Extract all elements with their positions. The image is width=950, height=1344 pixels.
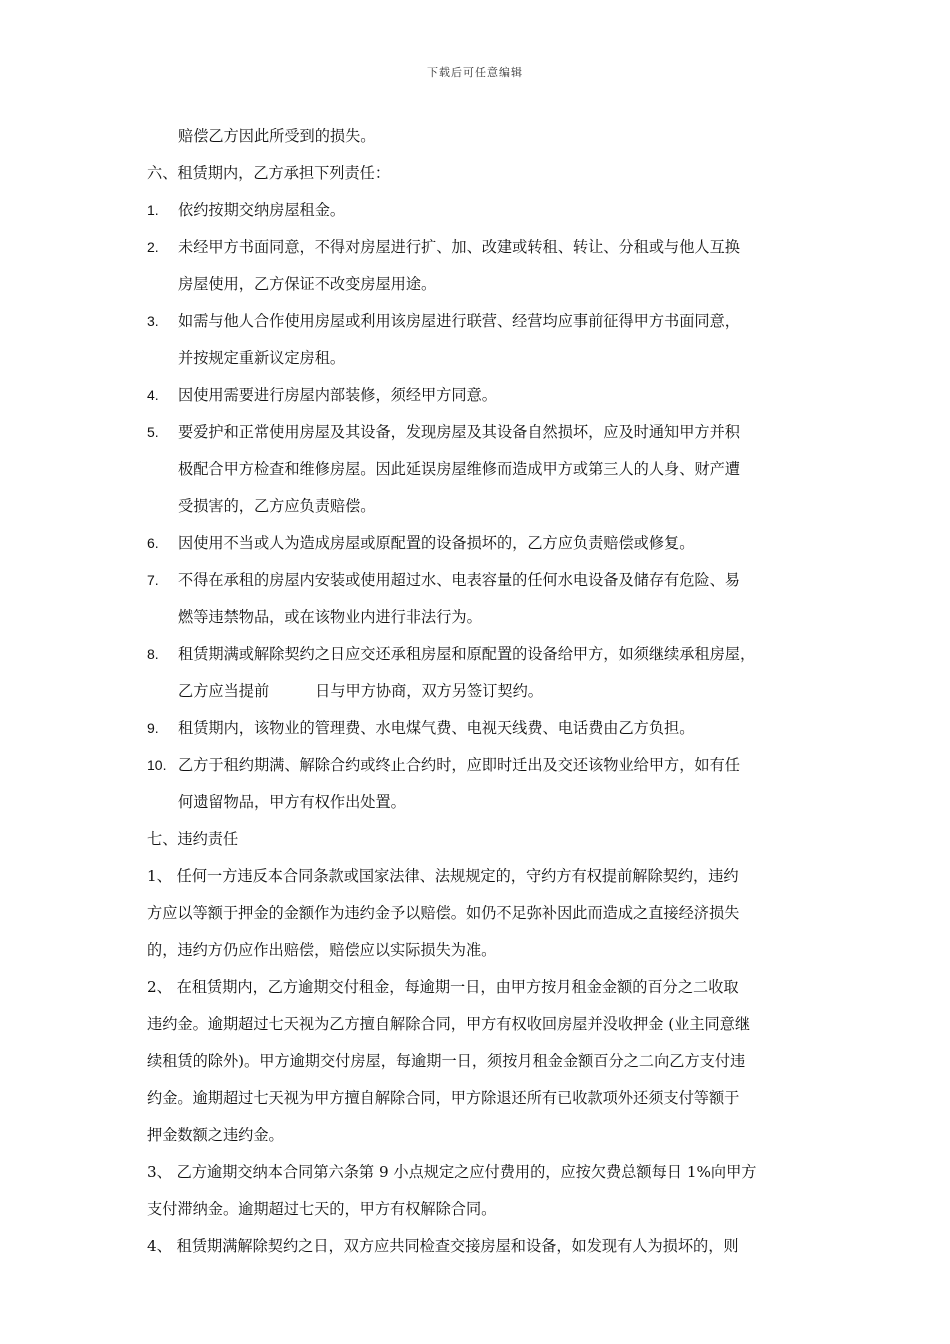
item-number: 7. xyxy=(147,572,159,588)
paragraph-line: 续租赁的除外)。甲方逾期交付房屋，每逾期一日，须按月租金金额百分之二向乙方支付违 xyxy=(147,1052,746,1070)
item-number: 5. xyxy=(147,424,159,440)
item-line: 因使用不当或人为造成房屋或原配置的设备损坏的，乙方应负责赔偿或修复。 xyxy=(178,534,695,552)
item-line: 依约按期交纳房屋租金。 xyxy=(178,201,346,219)
item8-text-before-blank: 乙方应当提前 xyxy=(178,682,270,700)
list-item xyxy=(147,562,813,636)
item-line: 租赁期满或解除契约之日应交还承租房屋和原配置的设备给甲方，如须继续承租房屋， xyxy=(178,645,756,663)
item-number: 8. xyxy=(147,646,159,662)
list-item xyxy=(147,414,813,525)
item-line: 要爱护和正常使用房屋及其设备，发现房屋及其设备自然损坏，应及时通知甲方并积 xyxy=(178,423,740,441)
item-line: 并按规定重新议定房租。 xyxy=(178,349,346,367)
item-number: 3. xyxy=(147,313,159,329)
clause-paragraph xyxy=(147,969,813,1154)
list-item xyxy=(147,377,813,414)
item-line: 极配合甲方检查和维修房屋。因此延误房屋维修而造成甲方或第三人的人身、财产遭 xyxy=(178,460,740,478)
item-line: 如需与他人合作使用房屋或利用该房屋进行联营、经营均应事前征得甲方书面同意， xyxy=(178,312,740,330)
item-line: 不得在承租的房屋内安装或使用超过水、电表容量的任何水电设备及储存有危险、易 xyxy=(178,571,740,589)
item-line xyxy=(178,673,755,710)
item-line: 受损害的，乙方应负责赔偿。 xyxy=(178,497,376,515)
list-item xyxy=(147,525,813,562)
clause-paragraph xyxy=(147,858,813,969)
list-item xyxy=(147,747,813,821)
item-line: 何遗留物品，甲方有权作出处置。 xyxy=(178,793,406,811)
paragraph-line: 支付滞纳金。逾期超过七天的，甲方有权解除合同。 xyxy=(147,1200,497,1218)
paragraph-line: 方应以等额于押金的金额作为违约金予以赔偿。如仍不足弥补因此而造成之直接经济损失 xyxy=(147,904,740,922)
item-line: 因使用需要进行房屋内部装修，须经甲方同意。 xyxy=(178,386,497,404)
list-item xyxy=(147,192,813,229)
item-line: 房屋使用，乙方保证不改变房屋用途。 xyxy=(178,275,437,293)
item-number: 10. xyxy=(147,757,167,773)
list-item xyxy=(147,710,813,747)
item-number: 1. xyxy=(147,202,159,218)
paragraph-line: 2、 在租赁期内，乙方逾期交付租金，每逾期一日，由甲方按月租金金额的百分之二收取 xyxy=(147,978,739,996)
paragraph-line: 的，违约方仍应作出赔偿，赔偿应以实际损失为准。 xyxy=(147,941,497,959)
item-number: 4. xyxy=(147,387,159,403)
clause-paragraph xyxy=(147,1228,813,1265)
intro-line: 赔偿乙方因此所受到的损失。 xyxy=(178,127,376,145)
list-item xyxy=(147,229,813,303)
item-number: 2. xyxy=(147,239,159,255)
item-line: 燃等违禁物品，或在该物业内进行非法行为。 xyxy=(178,608,482,626)
paragraph-line: 1、 任何一方违反本合同条款或国家法律、法规规定的，守约方有权提前解除契约，违约 xyxy=(147,867,739,885)
page-header: 下载后可任意编辑 xyxy=(427,66,523,79)
item-line: 未经甲方书面同意，不得对房屋进行扩、加、改建或转租、转让、分租或与他人互换 xyxy=(178,238,740,256)
clause-paragraph xyxy=(147,1154,813,1228)
item-number: 9. xyxy=(147,720,159,736)
paragraph-line: 押金数额之违约金。 xyxy=(147,1126,284,1144)
document-body xyxy=(147,118,813,1265)
paragraph-line: 违约金。逾期超过七天视为乙方擅自解除合同，甲方有权收回房屋并没收押金 (业主同意继 xyxy=(147,1015,751,1033)
item-number: 6. xyxy=(147,535,159,551)
list-item xyxy=(147,636,813,710)
section6-title: 六、租赁期内，乙方承担下列责任： xyxy=(147,164,390,182)
item-line: 乙方于租约期满、解除合约或终止合约时，应即时迁出及交还该物业给甲方，如有任 xyxy=(178,756,740,774)
list-item xyxy=(147,303,813,377)
section7-title: 七、违约责任 xyxy=(147,830,239,848)
paragraph-line: 3、 乙方逾期交纳本合同第六条第 9 小点规定之应付费用的，应按欠费总额每日 1%向甲方 xyxy=(147,1163,757,1181)
item8-text-after-blank: 日与甲方协商，双方另签订契约。 xyxy=(315,682,543,700)
item-line: 租赁期内，该物业的管理费、水电煤气费、电视天线费、电话费由乙方负担。 xyxy=(178,719,695,737)
paragraph-line: 约金。逾期超过七天视为甲方擅自解除合同，甲方除退还所有已收款项外还须支付等额于 xyxy=(147,1089,740,1107)
paragraph-line: 4、 租赁期满解除契约之日，双方应共同检查交接房屋和设备，如发现有人为损坏的，则 xyxy=(147,1237,739,1255)
